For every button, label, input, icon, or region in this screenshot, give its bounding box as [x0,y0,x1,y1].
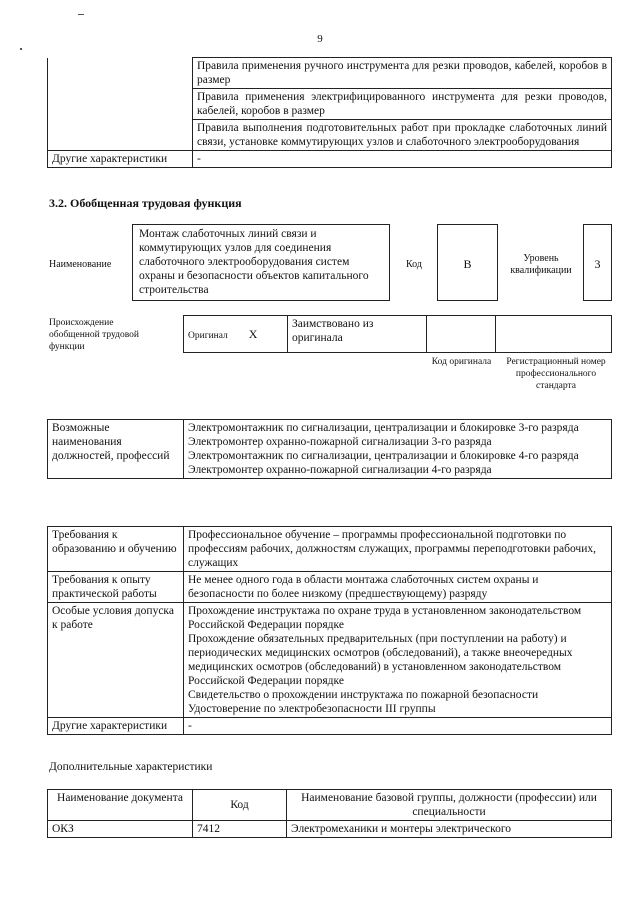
reg-number-caption: Регистрационный номер профессионального стандарта [506,357,606,391]
function-name-box [132,224,390,301]
table-row [184,316,612,353]
scan-mark [20,48,22,50]
list-item: Удостоверение по электробезопасности III группы [188,703,436,715]
table-cell: Не менее одного года в области монтажа слаботочных систем охраны и безопасности по более низкому (предшествующему) разряду [184,572,612,603]
code-value: B [463,257,472,271]
page-number: 9 [317,33,323,45]
code-original-caption: Код оригинала [431,357,492,367]
table-label: Другие характеристики [48,151,193,168]
table-row [48,572,612,603]
original-mark: X [248,326,258,341]
list-item: Свидетельство о прохождении инструктажа по пожарной безопасности [188,689,539,701]
table-row [48,420,612,479]
table-row [48,821,612,838]
empty-cell [48,58,193,89]
table-row [48,151,612,168]
table-row [48,58,612,89]
original-label: Оригинал [188,330,228,341]
table-row [48,120,612,151]
list-item: Прохождение обязательных предварительных (при поступлении на работу) и периодических медицинских осмотров (обследований), а также внеочередных медицинских осмотров (обследований) в установленном законодательством Российской Федерации порядке [188,633,573,687]
table-cell [184,603,612,718]
table-label: Другие характеристики [48,718,184,735]
table-cell: Правила выполнения подготовительных работ при прокладке слаботочных линий связи, установке коммутирующих узлов и слаботочного электрооборудования [193,120,612,151]
empty-cell [48,89,193,120]
table-row [48,718,612,735]
table-row [48,89,612,120]
table-cell: - [184,718,612,735]
column-header: Код [193,790,287,821]
list-item: Электромонтер охранно-пожарной сигнализации 4-го разряда [188,464,492,476]
column-header: Наименование базовой группы, должности (профессии) или специальности [287,790,612,821]
section-title: 3.2. Обобщенная трудовая функция [49,196,242,210]
table-cell: 7412 [193,821,287,838]
borrowed-label: Заимствовано из оригинала [288,316,427,353]
requirements-table [47,526,612,735]
table-cell: Правила применения электрифицированного инструмента для резки проводов, кабелей, коробов в размер [193,89,612,120]
table-cell: Профессиональное обучение – программы профессиональной подготовки по профессиям рабочих, должностям служащих, программы переподготовки рабочих, служащих [184,527,612,572]
empty-cell [48,120,193,151]
code-label: Код [406,259,422,270]
additional-table [47,789,612,838]
table-label: Особые условия допуска к работе [48,603,184,718]
table-label: Требования к опыту практической работы [48,572,184,603]
function-name: Монтаж слаботочных линий связи и коммутирующих узлов для соединения слаботочного электрооборудования систем охраны и безопасности объектов капитального строительства [139,228,369,296]
table-header-row [48,790,612,821]
scan-mark [78,14,84,15]
origin-label: Происхождение обобщенной трудовой функции [49,318,139,352]
reg-number-cell [496,316,612,353]
positions-label: Возможные наименования должностей, профессий [48,420,184,479]
code-original-cell [427,316,496,353]
level-label: Уровень квалификации [510,253,572,276]
code-box [437,224,498,301]
origin-table [183,315,612,353]
positions-list [184,420,612,479]
column-header: Наименование документа [48,790,193,821]
positions-table [47,419,612,479]
list-item: Электромонтажник по сигнализации, централизации и блокировке 3-го разряда [188,422,579,434]
level-box [583,224,612,301]
additional-title: Дополнительные характеристики [49,761,213,773]
level-value: 3 [594,257,601,271]
table-row [48,527,612,572]
list-item: Электромонтажник по сигнализации, централизации и блокировке 4-го разряда [188,450,579,462]
original-cell [184,316,288,353]
table-cell: - [193,151,612,168]
table-cell: Электромеханики и монтеры электрического [287,821,612,838]
name-label: Наименование [49,259,112,270]
table-cell: Правила применения ручного инструмента для резки проводов, кабелей, коробов в размер [193,58,612,89]
table-cell: ОКЗ [48,821,193,838]
list-item: Электромонтер охранно-пожарной сигнализации 3-го разряда [188,436,492,448]
table-row [48,603,612,718]
list-item: Прохождение инструктажа по охране труда в установленном законодательством Российской Федерации порядке [188,605,582,631]
top-table [47,57,612,168]
table-label: Требования к образованию и обучению [48,527,184,572]
